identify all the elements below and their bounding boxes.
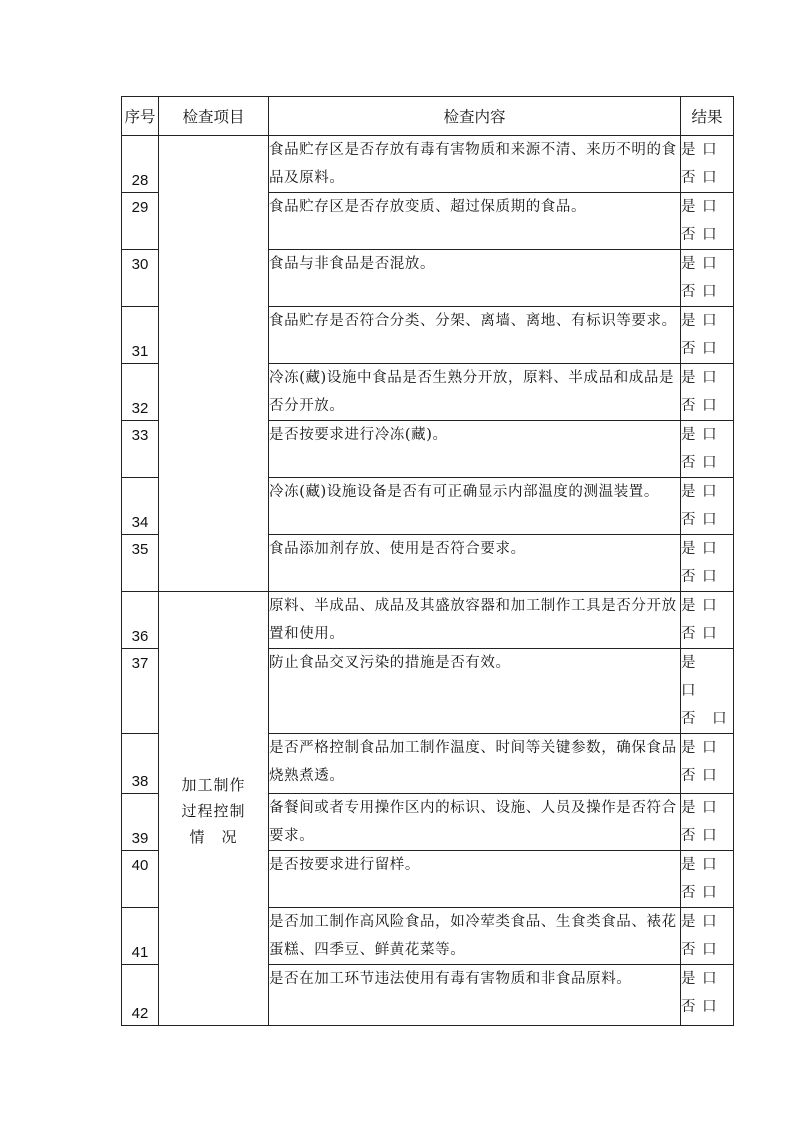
result-cell <box>681 535 734 592</box>
result-no-checkbox[interactable]: 否 口 <box>681 828 718 844</box>
row-number: 29 <box>122 193 159 250</box>
result-no-checkbox[interactable]: 否 口 <box>681 626 718 642</box>
result-no-checkbox[interactable]: 否 口 <box>681 455 718 471</box>
inspection-item-label <box>181 772 245 850</box>
result-cell <box>681 734 734 794</box>
header-serial-number: 序号 <box>122 97 159 136</box>
row-content: 食品添加剂存放、使用是否符合要求。 <box>269 535 681 592</box>
row-content: 食品与非食品是否混放。 <box>269 250 681 307</box>
row-number: 35 <box>122 535 159 592</box>
row-number: 39 <box>122 794 159 851</box>
result-cell <box>681 193 734 250</box>
result-no-checkbox[interactable]: 否 口 <box>681 569 718 585</box>
row-content: 是否按要求进行冷冻(藏)。 <box>269 421 681 478</box>
result-cell <box>681 136 734 193</box>
row-number: 31 <box>122 307 159 364</box>
result-no-checkbox[interactable]: 否 口 <box>681 227 718 243</box>
row-content: 食品贮存区是否存放有毒有害物质和来源不清、来历不明的食品及原料。 <box>269 136 681 193</box>
result-no-checkbox[interactable]: 否 口 <box>681 885 718 901</box>
inspection-item-cell <box>159 592 269 1026</box>
result-no-checkbox[interactable]: 否 口 <box>681 284 718 300</box>
result-cell <box>681 592 734 649</box>
result-yes-checkbox[interactable]: 是 口 <box>681 313 718 329</box>
result-cell <box>681 851 734 908</box>
row-number: 34 <box>122 478 159 535</box>
row-content: 是否在加工环节违法使用有毒有害物质和非食品原料。 <box>269 965 681 1026</box>
result-no-checkbox[interactable]: 否 口 <box>681 170 718 186</box>
result-yes-checkbox[interactable]: 是 口 <box>681 142 718 158</box>
result-cell <box>681 421 734 478</box>
row-number: 41 <box>122 908 159 965</box>
result-cell <box>681 908 734 965</box>
row-content: 是否加工制作高风险食品，如冷荤类食品、生食类食品、裱花蛋糕、四季豆、鲜黄花菜等。 <box>269 908 681 965</box>
inspection-item-line: 过程控制 <box>181 802 246 820</box>
row-content: 原料、半成品、成品及其盛放容器和加工制作工具是否分开放置和使用。 <box>269 592 681 649</box>
row-content: 食品贮存是否符合分类、分架、离墙、离地、有标识等要求。 <box>269 307 681 364</box>
row-content: 冷冻(藏)设施设备是否有可正确显示内部温度的测温装置。 <box>269 478 681 535</box>
result-yes-checkbox[interactable]: 是 口 <box>681 370 718 386</box>
inspection-item-cell <box>159 136 269 592</box>
row-number: 37 <box>122 649 159 734</box>
result-yes-checkbox[interactable]: 是 口 <box>681 541 718 557</box>
result-yes-checkbox[interactable]: 是 口 <box>681 857 718 873</box>
row-number: 36 <box>122 592 159 649</box>
row-content: 食品贮存区是否存放变质、超过保质期的食品。 <box>269 193 681 250</box>
result-yes-checkbox[interactable]: 是 口 <box>681 914 718 930</box>
inspection-item-line: 情 况 <box>189 828 238 846</box>
result-no-checkbox[interactable]: 否 口 <box>681 341 718 357</box>
header-result: 结果 <box>681 97 734 136</box>
result-no-checkbox[interactable]: 否 口 <box>681 999 718 1015</box>
header-inspection-content: 检查内容 <box>269 97 681 136</box>
row-content: 是否按要求进行留样。 <box>269 851 681 908</box>
result-yes-checkbox[interactable]: 是 口 <box>681 199 718 215</box>
result-cell <box>681 794 734 851</box>
result-yes-checkbox[interactable]: 是 口 <box>681 256 718 272</box>
result-no-checkbox[interactable]: 否 口 <box>681 768 718 784</box>
row-content: 冷冻(藏)设施中食品是否生熟分开放，原料、半成品和成品是否分开放。 <box>269 364 681 421</box>
result-cell <box>681 250 734 307</box>
result-yes-checkbox[interactable]: 是 口 <box>681 800 718 816</box>
result-yes-checkbox[interactable]: 是 口 <box>681 655 708 699</box>
row-number: 33 <box>122 421 159 478</box>
row-number: 32 <box>122 364 159 421</box>
row-number: 28 <box>122 136 159 193</box>
row-number: 38 <box>122 734 159 794</box>
table-row <box>122 592 734 649</box>
result-no-checkbox[interactable]: 否 口 <box>681 711 733 727</box>
inspection-checklist-table <box>121 96 734 1026</box>
row-content: 是否严格控制食品加工制作温度、时间等关键参数，确保食品烧熟煮透。 <box>269 734 681 794</box>
header-inspection-item: 检查项目 <box>159 97 269 136</box>
result-yes-checkbox[interactable]: 是 口 <box>681 740 718 756</box>
table-row <box>122 136 734 193</box>
result-no-checkbox[interactable]: 否 口 <box>681 398 718 414</box>
result-cell <box>681 364 734 421</box>
result-yes-checkbox[interactable]: 是 口 <box>681 484 718 500</box>
result-yes-checkbox[interactable]: 是 口 <box>681 971 718 987</box>
result-no-checkbox[interactable]: 否 口 <box>681 942 718 958</box>
result-yes-checkbox[interactable]: 是 口 <box>681 598 718 614</box>
result-cell <box>681 478 734 535</box>
result-cell <box>681 649 734 734</box>
row-number: 40 <box>122 851 159 908</box>
result-cell <box>681 965 734 1026</box>
row-number: 42 <box>122 965 159 1026</box>
row-content: 防止食品交叉污染的措施是否有效。 <box>269 649 681 734</box>
inspection-item-line: 加工制作 <box>181 776 246 794</box>
table-header-row <box>122 97 734 136</box>
row-content: 备餐间或者专用操作区内的标识、设施、人员及操作是否符合要求。 <box>269 794 681 851</box>
result-cell <box>681 307 734 364</box>
result-no-checkbox[interactable]: 否 口 <box>681 512 718 528</box>
result-yes-checkbox[interactable]: 是 口 <box>681 427 718 443</box>
row-number: 30 <box>122 250 159 307</box>
